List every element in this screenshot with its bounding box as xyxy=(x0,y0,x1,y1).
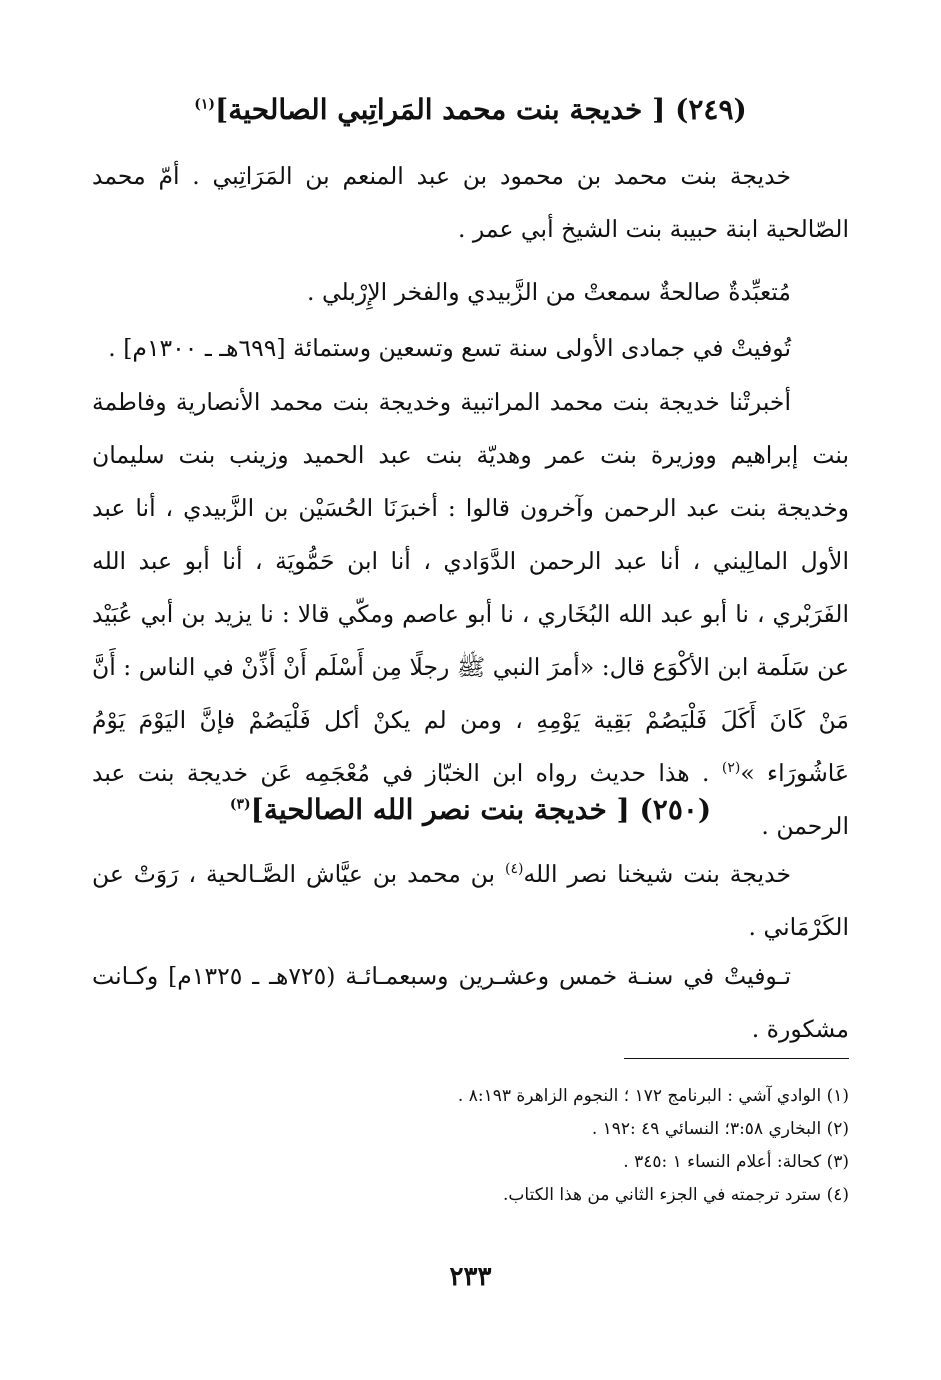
footnotes xyxy=(92,1080,849,1212)
footnote-ref-2: (٢) xyxy=(721,760,741,777)
page-number: ٢٣٣ xyxy=(449,1262,492,1292)
entry-250-title: (٢٥٠) [ خديجة بنت نصر الله الصالحية] xyxy=(250,793,712,826)
entry-249-bio xyxy=(92,150,849,256)
footnote-divider xyxy=(624,1058,849,1059)
entry-250-heading xyxy=(90,790,851,830)
footnote-2: (٢) البخاري ٣:٥٨؛ النسائي ٤٩ :١٩٢ . xyxy=(591,1119,849,1139)
hadith-line: أَكَلَ فَلْيَصُمْ بَقِية يَوْمِهِ ، ومن لم يكنْ أكل فَلْيَصُمْ فإنَّ اليَوْمَ يَوْمُ عَاشُورَاء » xyxy=(92,706,849,787)
footnote-ref-4: (٤) xyxy=(504,861,524,878)
hadith-line: ابن الأكْوَع قال: «أمرَ النبي ﷺ رجلًا مِن أَسْلَم أَنْ أَذِّنْ في الناس : أَنَّ مَنْ كَانَ xyxy=(92,653,849,734)
bio-text: الكَرْمَاني . xyxy=(748,913,849,941)
footnote-1: (١) الوادي آشي : البرنامج ١٧٢ ؛ النجوم الزاهرة ٨:١٩٣ . xyxy=(457,1086,849,1106)
hadith-line: بنت عبد الرحمن وآخرون قالوا : أخبرَنَا الحُسَيْن بن الزَّبيدي ، أنا عبد الأول xyxy=(92,494,849,575)
entry-249-heading xyxy=(90,90,851,130)
entry-249-death: تُوفيتْ في جمادى الأولى سنة تسع وتسعين وستمائة [٦٩٩هـ ـ ١٣٠٠م] . xyxy=(108,334,791,362)
hadith-line: حديث رواه ابن الخبّاز في مُعْجَمِه عَن خديجة بنت عبد الرحمن . xyxy=(92,759,849,840)
bio-text: خديجة بنت شيخنا نصر الله xyxy=(523,860,791,888)
hadith-line: أخبرتْنا خديجة بنت محمد المراتبية وخديجة بنت محمد الأنصارية وفاطمة xyxy=(92,388,791,416)
death-line: مشكورة . xyxy=(751,1015,849,1043)
entry-249-title: (٢٤٩) [ خديجة بنت محمد المَراتِبي الصالحية] xyxy=(215,93,747,126)
bio-line: حبيبة بنت الشيخ أبي عمر . xyxy=(457,215,719,243)
entry-249-description: مُتعبِّدةٌ صالحةٌ سمعتْ من الزَّبيدي والفخر الإِرْبلي . xyxy=(307,278,791,306)
footnote-3: (٣) كحالة: أعلام النساء ١ :٣٤٥ . xyxy=(623,1152,849,1172)
bio-text: بن محمد بن عيَّاش الصَّـالحية ، رَوَتْ عن xyxy=(92,860,505,888)
footnote-ref-3: (٣) xyxy=(229,796,251,813)
entry-250-bio xyxy=(92,848,849,954)
hadith-line: المالِيني ، أنا عبد الرحمن الدَّوَادي ، أنا ابن حَمُّويَة ، أنا أبو عبد الله الفَرَبْري ، xyxy=(92,547,849,628)
death-line: تـوفيتْ في سنـة خمس وعشـرين وسبعمـائـة (٧٢٥هـ ـ ١٣٢٥م] وكـانت xyxy=(92,962,791,990)
bio-line: خديجة بنت محمد بن محمود بن عبد المنعم بن المَرَاتِبي . أمّ محمد الصّالحية ابنة xyxy=(92,162,849,243)
hadith-line: بنت إبراهيم ووزيرة بنت عمر وهديّة بنت عبد الحميد وزينب بنت سليمان وخديجة xyxy=(92,441,849,522)
footnote-ref-1: (١) xyxy=(194,96,216,113)
hadith-tail: . هذا xyxy=(658,759,722,787)
hadith-line: نا أبو عبد الله البُخَاري ، نا أبو عاصم ومكّي قالا : نا يزيد بن أبي عُبَيْد عن سَلَمة xyxy=(92,600,849,681)
entry-249-hadith xyxy=(92,376,849,853)
entry-250-death xyxy=(92,950,849,1056)
footnote-4: (٤) سترد ترجمته في الجزء الثاني من هذا الكتاب. xyxy=(503,1185,849,1205)
